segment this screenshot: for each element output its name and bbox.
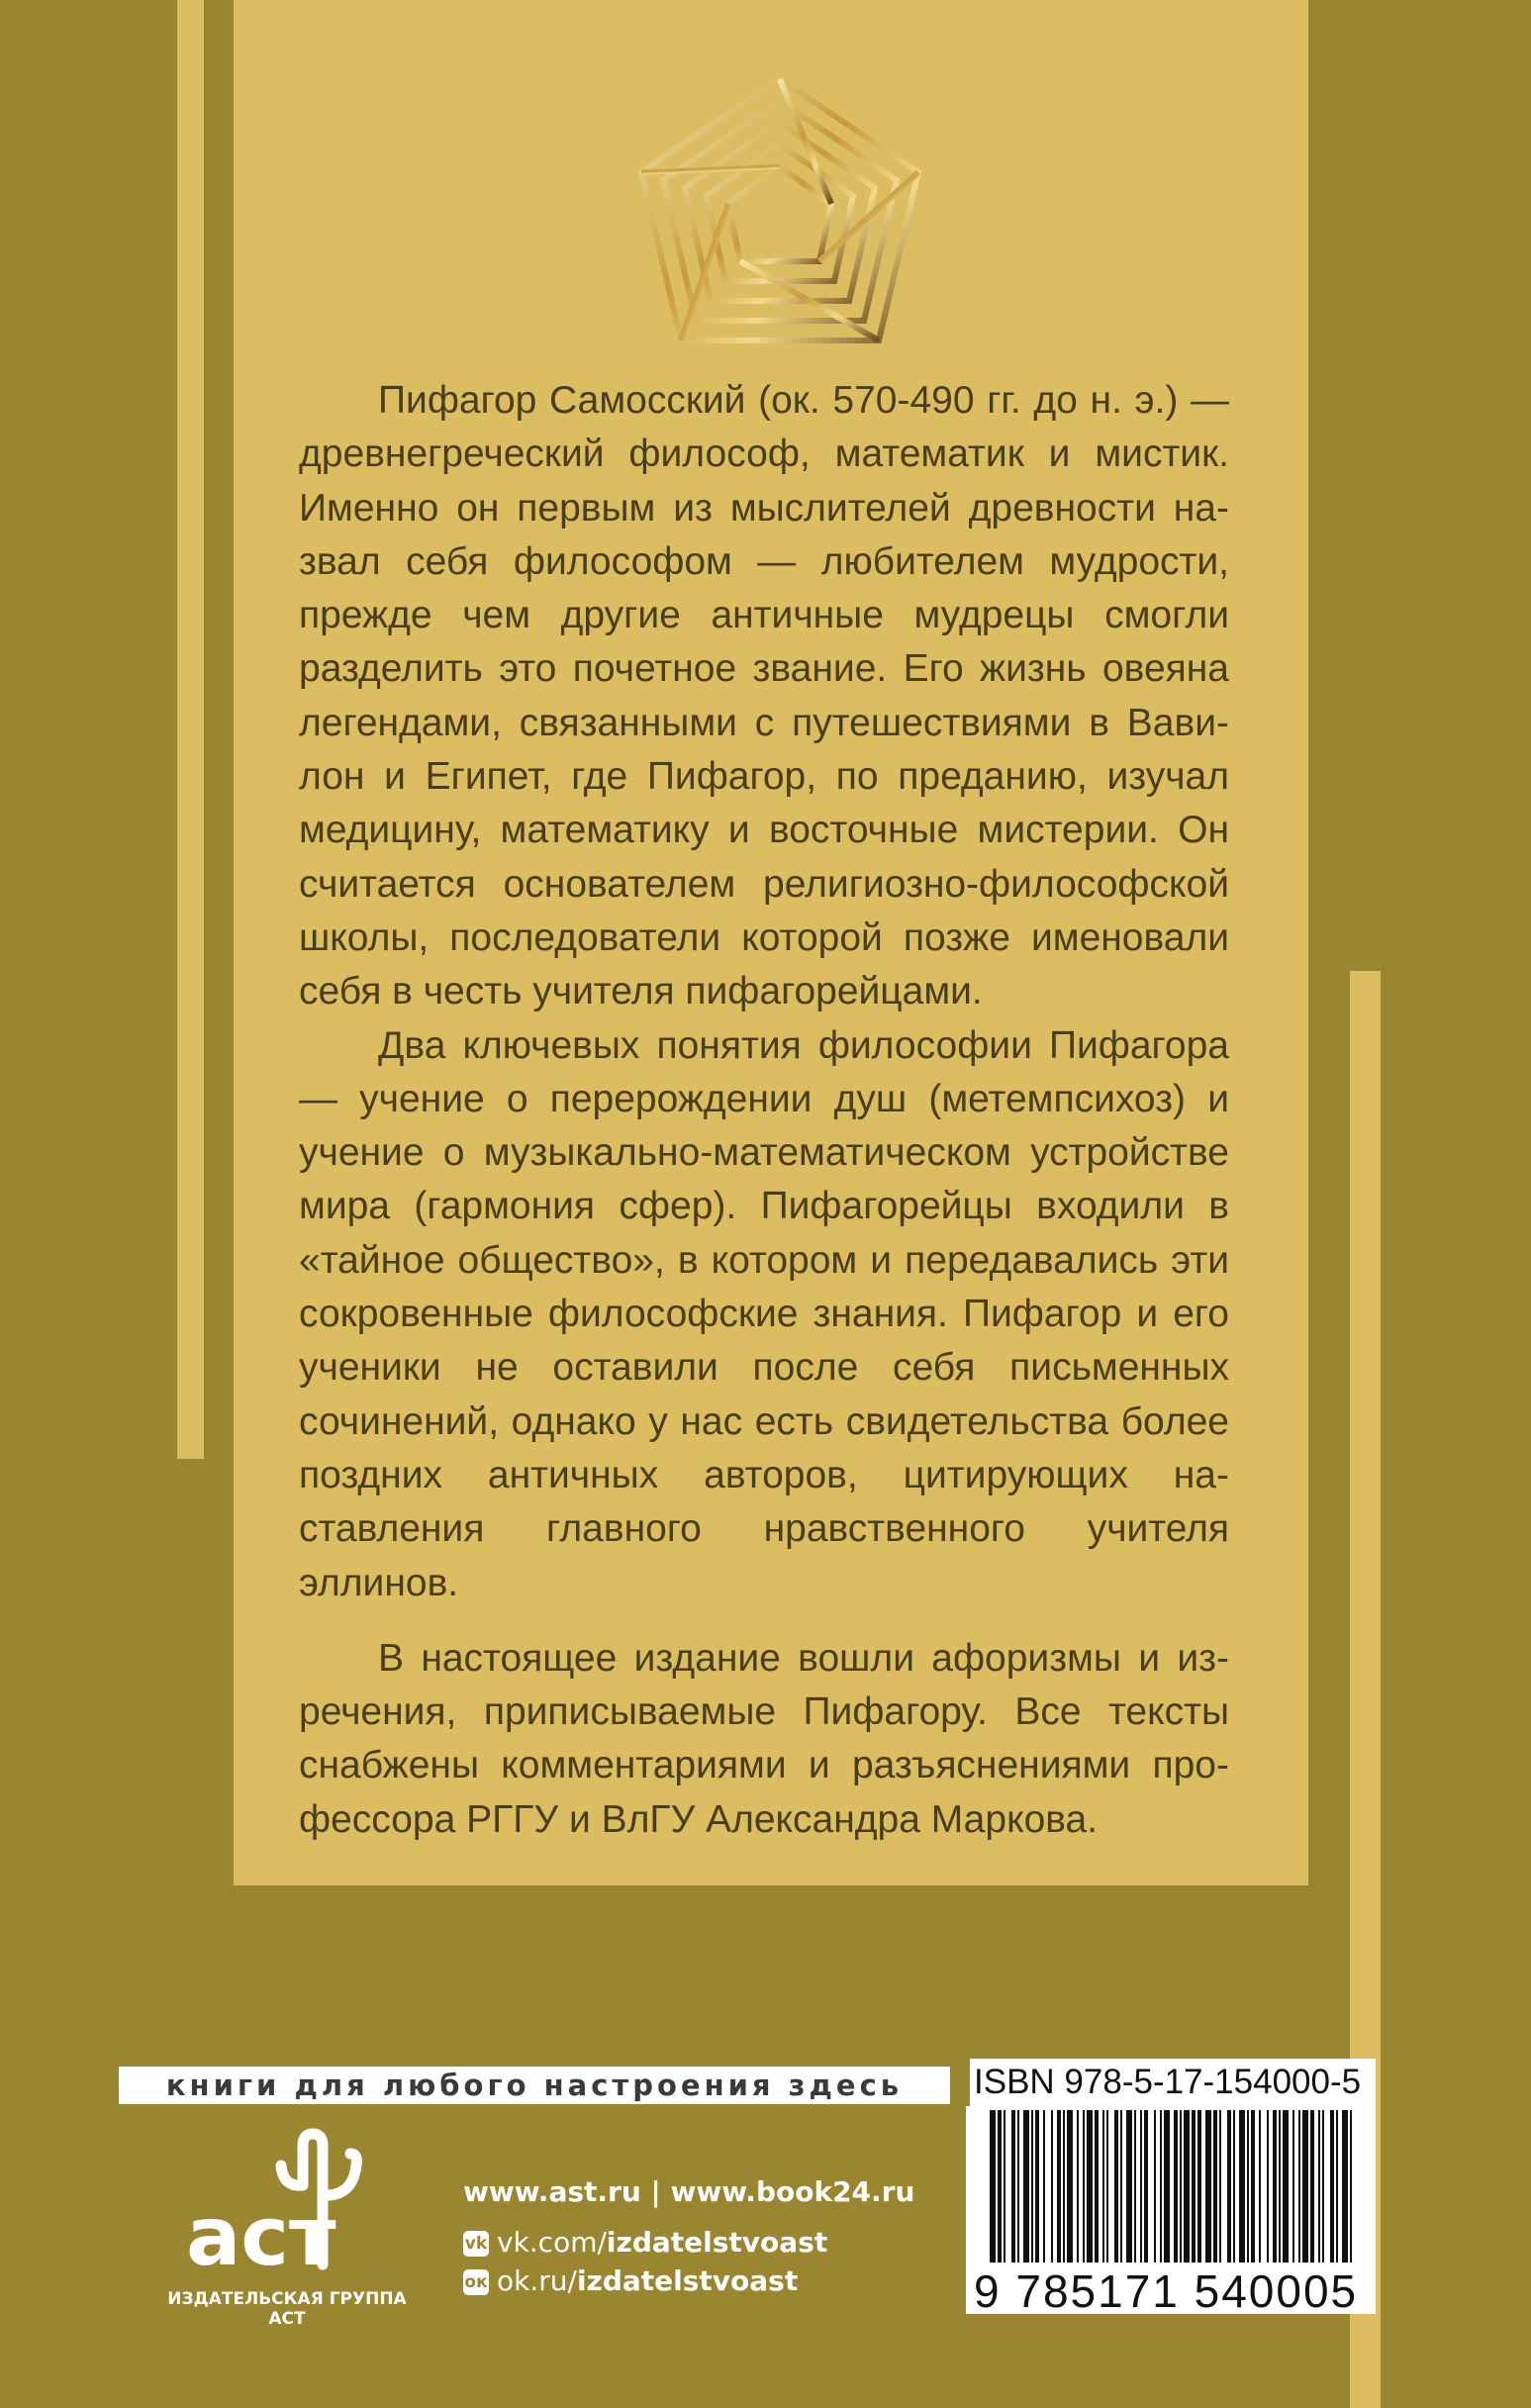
barcode xyxy=(966,2106,1376,2317)
barcode-bar xyxy=(1043,2110,1045,2263)
publisher-name: ИЗДАТЕЛЬСКАЯ ГРУППА АСТ xyxy=(167,2289,407,2329)
ok-handle: izdatelstvoast xyxy=(576,2264,799,2297)
barcode-bar xyxy=(1279,2110,1281,2263)
ok-prefix: ok.ru/ xyxy=(497,2264,577,2297)
vk-link[interactable] xyxy=(463,2226,827,2259)
barcode-bar xyxy=(1174,2110,1178,2263)
barcode-bar xyxy=(1067,2110,1073,2263)
barcode-bar xyxy=(1114,2110,1118,2263)
description-panel xyxy=(234,0,1308,1885)
barcode-bar xyxy=(1051,2110,1053,2263)
barcode-bar xyxy=(1083,2110,1085,2263)
isbn-label: ISBN 978-5-17-154000-5 xyxy=(970,2059,1376,2106)
barcode-bar xyxy=(1330,2110,1334,2263)
barcode-bar xyxy=(1205,2110,1211,2263)
book-description xyxy=(299,374,1229,1847)
barcode-bar xyxy=(1004,2110,1005,2263)
barcode-bar xyxy=(1292,2110,1294,2263)
barcode-bar xyxy=(1259,2110,1261,2263)
golden-pentagon-spiral-icon xyxy=(631,71,928,358)
description-paragraph-1: Пифагор Самосский (ок. 570-490 гг. до н. э.) — древнегреческий философ, математик и мистик. Именно он первым из мыслителей древности назвал себя философом — любителем мудрости, прежде чем другие античные мудрецы смогли разделить это почетное звание. Его жизнь овеяна легендами, связанными с путешествиями в Вавилон и Египет, где Пифагор, по преданию, изучал медицину, математику и восточные мистерии. Он считается основателем религиозно-философской школы, последователи которой позже именовали себя в честь учителя пифагорейцами. xyxy=(299,379,1229,1013)
ast-cactus-logo-icon xyxy=(176,2126,384,2274)
barcode-bar xyxy=(1310,2110,1314,2263)
ok-link[interactable] xyxy=(463,2264,798,2297)
barcode-bar xyxy=(1120,2110,1122,2263)
barcode-bar xyxy=(1031,2110,1033,2263)
vk-icon: vk xyxy=(463,2231,489,2257)
barcode-bar xyxy=(1197,2110,1201,2263)
barcode-bars xyxy=(986,2106,1362,2266)
barcode-digits: 9 785171 540005 xyxy=(974,2265,1359,2317)
barcode-bar xyxy=(1077,2110,1079,2263)
barcode-bar xyxy=(1302,2110,1308,2263)
description-paragraph-3: В настоящее издание вошли афоризмы и изречения, приписываемые Пифагору. Все тексты снабжены комментариями и разъяснениями профессора РГГУ и ВлГУ Александра Маркова. xyxy=(299,1636,1229,1841)
barcode-bar xyxy=(1063,2110,1065,2263)
tagline: книги для любого настроения здесь xyxy=(119,2067,950,2104)
barcode-bar xyxy=(1140,2110,1142,2263)
barcode-bar xyxy=(1106,2110,1108,2263)
barcode-bar xyxy=(1102,2110,1104,2263)
barcode-bar xyxy=(1350,2110,1352,2263)
barcode-bar xyxy=(1184,2110,1190,2263)
barcode-bar xyxy=(1239,2110,1245,2263)
vk-handle: izdatelstvoast xyxy=(606,2226,828,2259)
barcode-bar xyxy=(1251,2110,1255,2263)
barcode-bar xyxy=(1322,2110,1324,2263)
description-paragraph-2: Два ключевых понятия философии Пифагора — учение о перерождении душ (метемпсихоз) и учение о музыкально-математическом устройстве мира (гармония сфер). Пифагорейцы входили в «тайное общество», в котором и передавались эти сокровенные философские знания. Пифагор и его ученики не оставили после себя письменных сочинений, однако у нас есть свидетельства более поздних античных авторов, цитирующих наставления главного нравственного учителя эллинов. xyxy=(299,1023,1229,1604)
barcode-bar xyxy=(1017,2110,1019,2263)
barcode-bar xyxy=(1023,2110,1029,2263)
barcode-bar xyxy=(1283,2110,1289,2263)
barcode-bar xyxy=(1318,2110,1320,2263)
barcode-bar xyxy=(1247,2110,1249,2263)
barcode-bar xyxy=(990,2110,996,2263)
barcode-bar xyxy=(1095,2110,1099,2263)
barcode-bar xyxy=(1057,2110,1061,2263)
barcode-bar xyxy=(1164,2110,1170,2263)
barcode-bar xyxy=(1087,2110,1093,2263)
barcode-bar xyxy=(1227,2110,1231,2263)
barcode-bar xyxy=(1273,2110,1277,2263)
barcode-bar xyxy=(1267,2110,1269,2263)
barcode-bar xyxy=(1233,2110,1235,2263)
vk-prefix: vk.com/ xyxy=(497,2226,607,2259)
barcode-bar xyxy=(1160,2110,1162,2263)
barcode-bar xyxy=(1035,2110,1039,2263)
barcode-bar xyxy=(1298,2110,1300,2263)
barcode-bar xyxy=(1144,2110,1148,2263)
barcode-bar xyxy=(1126,2110,1132,2263)
barcode-bar xyxy=(1154,2110,1156,2263)
barcode-bar xyxy=(1213,2110,1217,2263)
barcode-bar xyxy=(1180,2110,1182,2263)
barcode-bar xyxy=(1219,2110,1221,2263)
odnoklassniki-icon: ок xyxy=(463,2269,489,2295)
barcode-bar xyxy=(1342,2110,1348,2263)
barcode-bar xyxy=(1134,2110,1136,2263)
ast-logo-text: аст xyxy=(186,2190,336,2274)
barcode-bar xyxy=(1336,2110,1338,2263)
publisher-websites[interactable]: www.ast.ru | www.book24.ru xyxy=(463,2175,915,2208)
barcode-bar xyxy=(998,2110,1002,2263)
barcode-bar xyxy=(1011,2110,1015,2263)
decorative-stripe-left xyxy=(177,0,204,1459)
barcode-bar xyxy=(1192,2110,1196,2263)
